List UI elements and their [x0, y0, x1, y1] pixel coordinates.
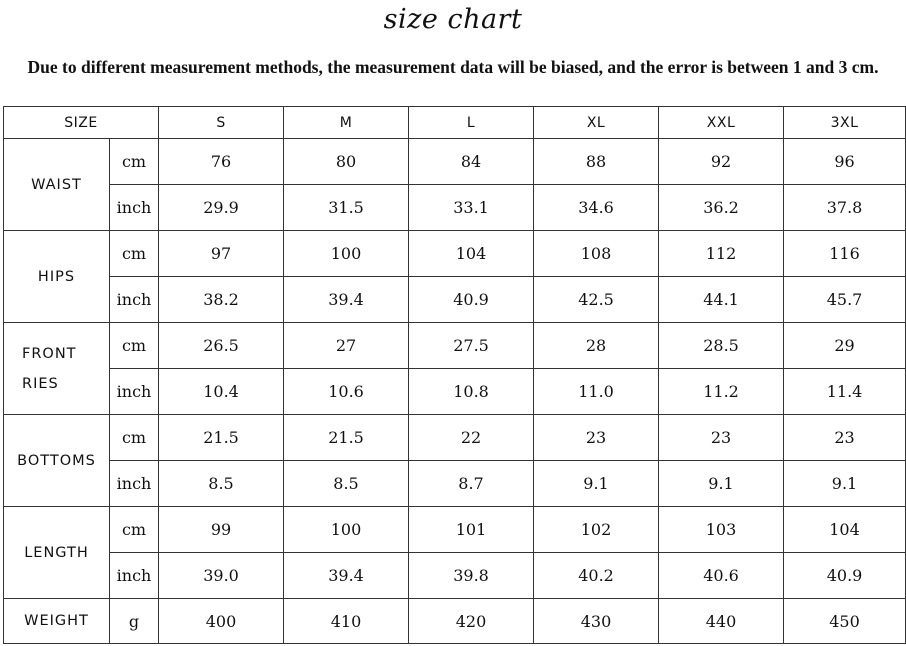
unit-cell: g	[110, 599, 159, 644]
category-line: RIES	[22, 375, 59, 392]
value-cell: 450	[784, 599, 906, 644]
value-cell: 10.6	[284, 369, 409, 415]
value-cell: 10.8	[409, 369, 534, 415]
value-cell: 28	[534, 323, 659, 369]
unit-cell: cm	[110, 415, 159, 461]
table-row	[4, 231, 906, 277]
value-cell: 39.4	[284, 553, 409, 599]
value-cell: 22	[409, 415, 534, 461]
measurement-category: LENGTH	[4, 507, 110, 599]
value-cell: 102	[534, 507, 659, 553]
value-cell: 430	[534, 599, 659, 644]
table-row	[4, 323, 906, 369]
value-cell: 36.2	[659, 185, 784, 231]
value-cell: 33.1	[409, 185, 534, 231]
value-cell: 420	[409, 599, 534, 644]
value-cell: 29	[784, 323, 906, 369]
value-cell: 27	[284, 323, 409, 369]
value-cell: 40.9	[784, 553, 906, 599]
value-cell: 45.7	[784, 277, 906, 323]
unit-cell: cm	[110, 139, 159, 185]
value-cell: 23	[659, 415, 784, 461]
value-cell: 8.5	[284, 461, 409, 507]
value-cell: 38.2	[159, 277, 284, 323]
size-column-header: S	[159, 107, 284, 139]
size-column-header: L	[409, 107, 534, 139]
value-cell: 27.5	[409, 323, 534, 369]
value-cell: 39.0	[159, 553, 284, 599]
value-cell: 92	[659, 139, 784, 185]
value-cell: 104	[784, 507, 906, 553]
value-cell: 84	[409, 139, 534, 185]
value-cell: 9.1	[534, 461, 659, 507]
table-header-row	[4, 107, 906, 139]
measurement-category: HIPS	[4, 231, 110, 323]
value-cell: 11.4	[784, 369, 906, 415]
unit-cell: inch	[110, 277, 159, 323]
value-cell: 11.0	[534, 369, 659, 415]
value-cell: 76	[159, 139, 284, 185]
value-cell: 44.1	[659, 277, 784, 323]
value-cell: 9.1	[659, 461, 784, 507]
value-cell: 21.5	[284, 415, 409, 461]
table-row	[4, 415, 906, 461]
table-row	[4, 553, 906, 599]
size-column-header: M	[284, 107, 409, 139]
measurement-category	[4, 323, 110, 415]
value-cell: 410	[284, 599, 409, 644]
value-cell: 400	[159, 599, 284, 644]
unit-cell: inch	[110, 461, 159, 507]
size-column-header: XXL	[659, 107, 784, 139]
value-cell: 40.9	[409, 277, 534, 323]
value-cell: 8.5	[159, 461, 284, 507]
unit-cell: inch	[110, 185, 159, 231]
unit-cell: inch	[110, 369, 159, 415]
value-cell: 104	[409, 231, 534, 277]
measurement-category: WAIST	[4, 139, 110, 231]
value-cell: 40.6	[659, 553, 784, 599]
value-cell: 100	[284, 231, 409, 277]
value-cell: 40.2	[534, 553, 659, 599]
value-cell: 97	[159, 231, 284, 277]
table-row	[4, 461, 906, 507]
size-column-header: XL	[534, 107, 659, 139]
table-row	[4, 139, 906, 185]
value-cell: 34.6	[534, 185, 659, 231]
table-row	[4, 599, 906, 644]
value-cell: 108	[534, 231, 659, 277]
value-cell: 11.2	[659, 369, 784, 415]
value-cell: 8.7	[409, 461, 534, 507]
value-cell: 23	[784, 415, 906, 461]
value-cell: 99	[159, 507, 284, 553]
size-column-header: 3XL	[784, 107, 906, 139]
measurement-category: WEIGHT	[4, 599, 110, 644]
table-row	[4, 277, 906, 323]
value-cell: 101	[409, 507, 534, 553]
value-cell: 21.5	[159, 415, 284, 461]
size-chart-table	[3, 106, 906, 644]
value-cell: 31.5	[284, 185, 409, 231]
unit-cell: cm	[110, 507, 159, 553]
value-cell: 29.9	[159, 185, 284, 231]
unit-cell: inch	[110, 553, 159, 599]
measurement-notice: Due to different measurement methods, the measurement data will be biased, and the error is between 1 and 3 cm.	[27, 57, 879, 77]
category-line: FRONT	[22, 345, 77, 362]
value-cell: 26.5	[159, 323, 284, 369]
table-row	[4, 507, 906, 553]
page-title: size chart	[383, 4, 523, 35]
unit-cell: cm	[110, 323, 159, 369]
value-cell: 96	[784, 139, 906, 185]
value-cell: 23	[534, 415, 659, 461]
value-cell: 103	[659, 507, 784, 553]
value-cell: 42.5	[534, 277, 659, 323]
value-cell: 10.4	[159, 369, 284, 415]
value-cell: 37.8	[784, 185, 906, 231]
value-cell: 39.4	[284, 277, 409, 323]
value-cell: 39.8	[409, 553, 534, 599]
value-cell: 100	[284, 507, 409, 553]
table-row	[4, 369, 906, 415]
value-cell: 28.5	[659, 323, 784, 369]
unit-cell: cm	[110, 231, 159, 277]
value-cell: 116	[784, 231, 906, 277]
measurement-category: BOTTOMS	[4, 415, 110, 507]
table-row	[4, 185, 906, 231]
value-cell: 88	[534, 139, 659, 185]
value-cell: 80	[284, 139, 409, 185]
value-cell: 112	[659, 231, 784, 277]
size-header-cell: SIZE	[4, 107, 159, 139]
value-cell: 440	[659, 599, 784, 644]
value-cell: 9.1	[784, 461, 906, 507]
